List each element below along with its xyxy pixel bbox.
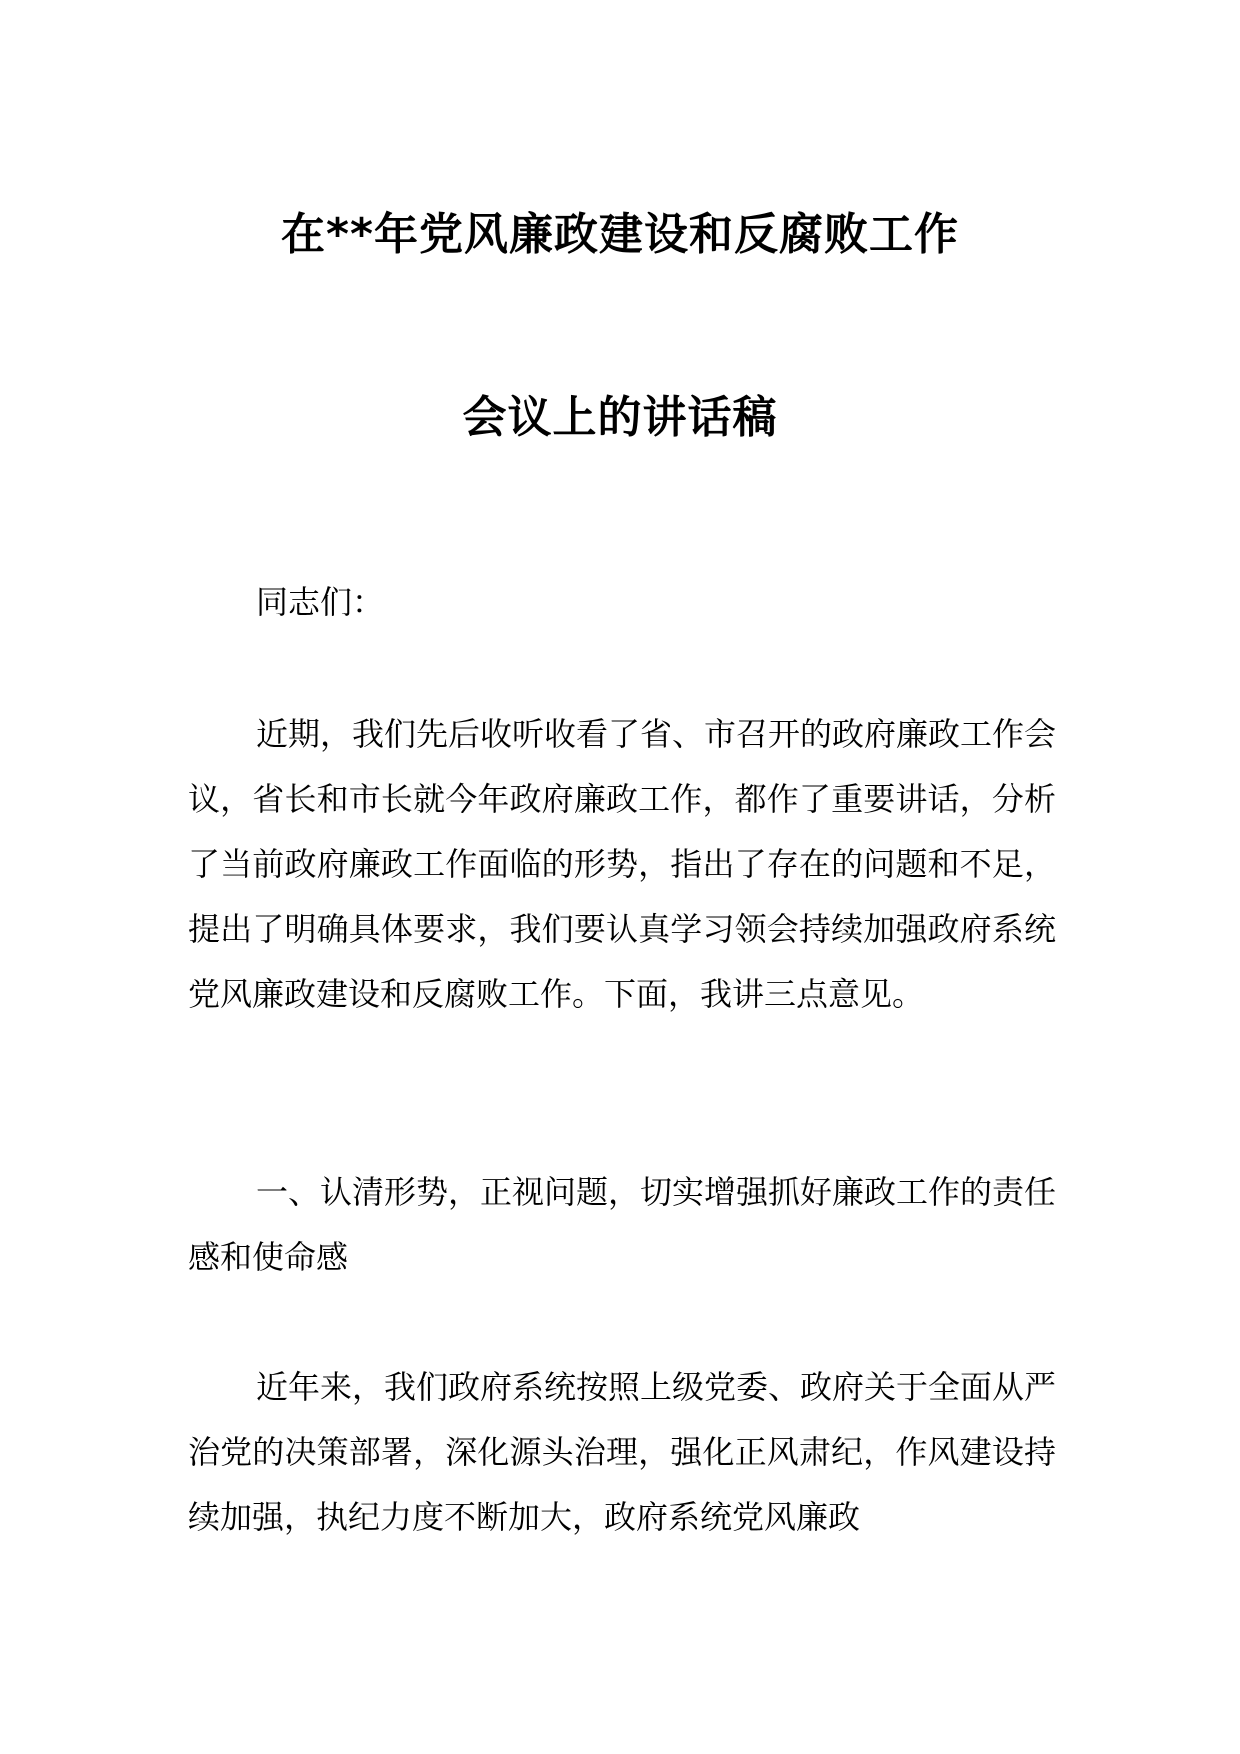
section-heading-block [188,1160,1056,1290]
intro-paragraph-block [188,702,1056,1027]
section-paragraph-block [188,1355,1056,1550]
document-title-line-1: 在**年党风廉政建设和反腐败工作 [280,209,960,260]
greeting-block [188,570,1056,635]
document-title-line-2: 会议上的讲话稿 [462,392,778,443]
intro-paragraph: 近期，我们先后收听收看了省、市召开的政府廉政工作会议，省长和市长就今年政府廉政工作，都作了重要讲话，分析了当前政府廉政工作面临的形势，指出了存在的问题和不足，提出了明确具体要求，我们要认真学习领会持续加强政府系统党风廉政建设和反腐败工作。下面，我讲三点意见。 [188,715,1057,1013]
greeting: 同志们： [256,583,385,621]
section-1-paragraph: 近年来，我们政府系统按照上级党委、政府关于全面从严治党的决策部署，深化源头治理，强化正风肃纪，作风建设持续加强，执纪力度不断加大，政府系统党风廉政 [188,1368,1057,1536]
section-heading-1: 一、认清形势，正视问题，切实增强抓好廉政工作的责任感和使命感 [188,1173,1057,1276]
